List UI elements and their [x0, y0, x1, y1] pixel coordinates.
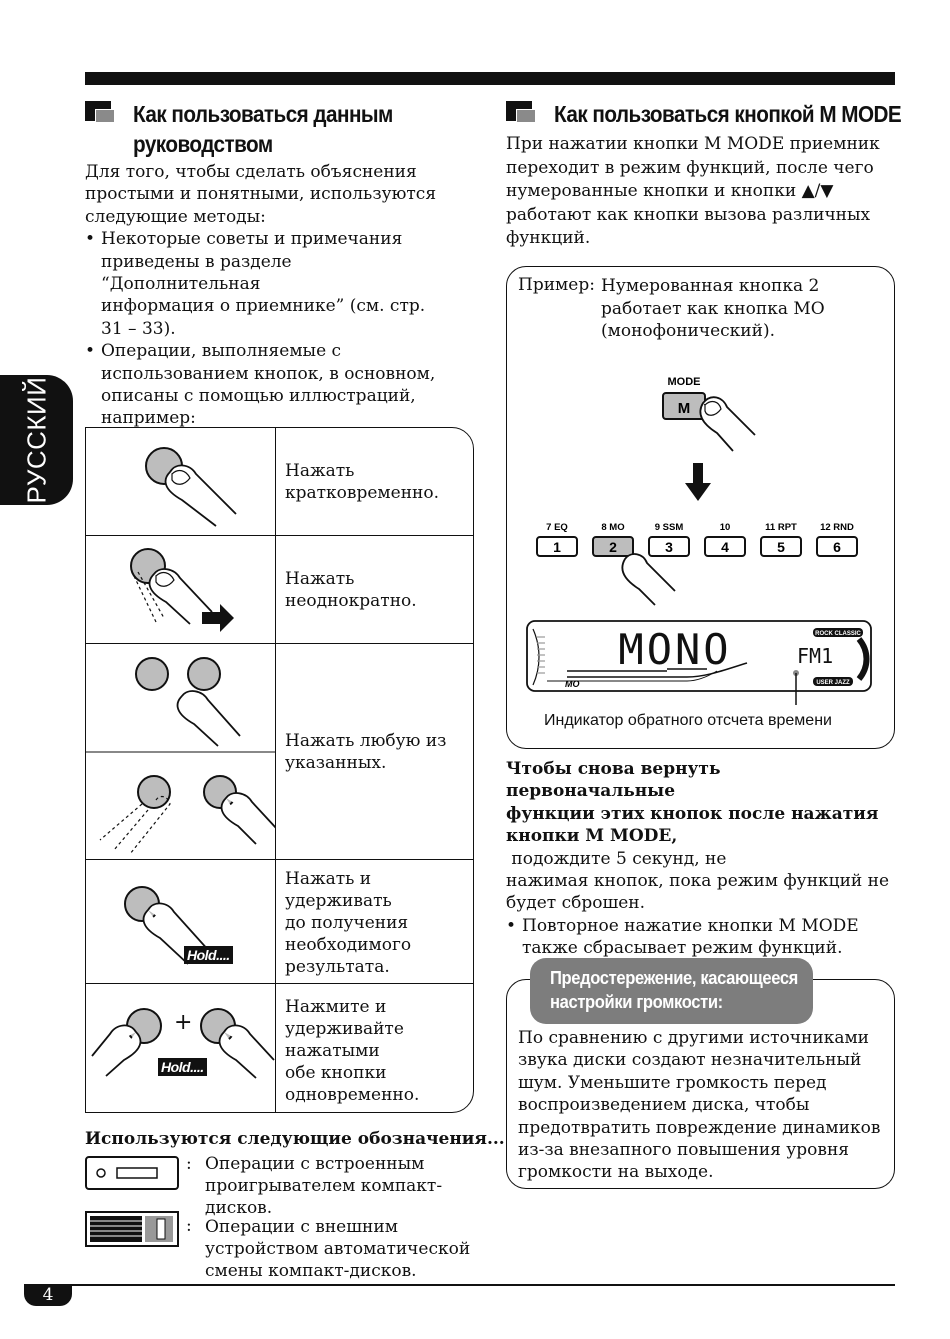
- key-number: 3: [665, 539, 673, 555]
- op-text-line: одновременно.: [285, 1085, 420, 1105]
- text-line: предотвратить повреждение динамиков: [518, 1117, 881, 1138]
- finger-icon: [622, 554, 675, 605]
- section-marker-icon: [85, 101, 115, 123]
- op-text-line: результата.: [285, 957, 390, 977]
- text-line: 31 – 33).: [101, 318, 176, 339]
- cd-changer-icon: [85, 1211, 179, 1247]
- text-line: • Некоторые советы и примечания: [101, 229, 403, 250]
- hold-label: Hold....: [184, 946, 233, 964]
- text-line: Для того, чтобы сделать объяснения: [85, 162, 417, 182]
- text-line: функции этих кнопок после нажатия: [506, 803, 879, 824]
- bottom-rule: [55, 1284, 895, 1286]
- press-any-illustration: [86, 644, 276, 859]
- m-mode-key-label: M: [677, 400, 691, 417]
- text-line: работают как кнопки вызова различных: [506, 204, 871, 225]
- text-line: следующие методы:: [85, 206, 266, 227]
- built-in-cd-icon: [85, 1156, 179, 1190]
- text-line: шум. Уменьшите громкость перед: [518, 1072, 827, 1093]
- finger-press-icon: [86, 428, 276, 536]
- right-section-title: Как пользоваться кнопкой M MODE: [554, 101, 902, 127]
- text-line: дисков.: [205, 1198, 273, 1218]
- key-number: 4: [721, 539, 729, 555]
- right-intro: [506, 133, 891, 251]
- key-number: 5: [777, 539, 785, 555]
- text-line: информация о приемнике” (см. стр.: [101, 296, 426, 317]
- table-row-press-briefly: [86, 428, 473, 536]
- caution-title-line: настройки громкости:: [550, 992, 723, 1012]
- text-line: звука диски создают незначительный: [518, 1050, 862, 1071]
- lcd-mo-indicator: MO: [565, 679, 580, 689]
- op-text-line: удерживать: [285, 891, 392, 911]
- bullet-tips: [85, 228, 455, 340]
- text-line: использованием кнопок, в основном,: [101, 363, 436, 384]
- text-line: функций.: [506, 228, 591, 248]
- key-label-11-rpt: 11 RPT: [765, 522, 797, 533]
- text-line: громкости на выходе.: [518, 1162, 714, 1183]
- left-section-title: [133, 99, 393, 159]
- plus-sign: +: [174, 1010, 193, 1035]
- text-line: нажимая кнопок, пока режим функций не: [506, 871, 890, 892]
- text-line: • Повторное нажатие кнопки M MODE: [522, 915, 859, 936]
- text-line: из-за внезапного повышения уровня: [518, 1140, 850, 1161]
- op-text-line: до получения: [285, 913, 409, 933]
- left-section-heading: [85, 99, 422, 159]
- return-note: [506, 758, 891, 960]
- mode-illustration: [507, 267, 893, 747]
- text-line: • Операции, выполняемые с: [101, 341, 342, 362]
- text-line: При нажатии кнопки M MODE приемник: [506, 134, 880, 154]
- caution-text: [518, 1027, 880, 1184]
- countdown-caption: Индикатор обратного отсчета времени: [544, 712, 832, 729]
- finger-repeat-icon: [86, 536, 276, 644]
- op-text-line: нажатыми: [285, 1041, 380, 1061]
- text-line: Операции с встроенным: [205, 1154, 425, 1174]
- lcd-eq-top: ROCK CLASSIC: [815, 631, 861, 637]
- key-label-10: 10: [719, 522, 731, 533]
- left-title-line-2: руководством: [133, 131, 273, 157]
- table-row-press-hold: [86, 860, 473, 984]
- key-label-9-ssm: 9 SSM: [654, 522, 684, 533]
- op-text-line: кратковременно.: [285, 483, 440, 503]
- op-text-line: Нажать: [285, 461, 355, 481]
- text-line: (монофонический).: [601, 321, 776, 341]
- legend-item-2: [205, 1216, 470, 1282]
- two-fingers-hold-icon: [86, 984, 276, 1113]
- hold-label: Hold....: [158, 1058, 207, 1076]
- text-line: воспроизведением диска, чтобы: [518, 1095, 810, 1116]
- table-row-press-repeatedly: [86, 536, 473, 644]
- key-number: 6: [833, 539, 841, 555]
- press-repeatedly-illustration: [86, 536, 276, 643]
- legend-item-1: [205, 1153, 442, 1219]
- text-inline: подождите 5 секунд, не: [506, 848, 727, 869]
- text-line: По сравнению с другими источниками: [518, 1028, 870, 1048]
- text-line: Операции с внешним: [205, 1217, 398, 1237]
- lcd-main-text: MONO: [618, 625, 732, 674]
- press-briefly-illustration: [86, 428, 276, 535]
- bullet-reset: [506, 915, 891, 960]
- key-number: 1: [553, 539, 561, 555]
- right-section-heading: [506, 99, 940, 129]
- section-marker-icon: [506, 101, 536, 123]
- page-number: 4: [24, 1284, 72, 1306]
- table-row-press-hold-both: [86, 984, 473, 1113]
- op-text-line: обе кнопки: [285, 1063, 387, 1083]
- op-text-line: указанных.: [285, 753, 387, 773]
- mode-label: MODE: [667, 376, 701, 388]
- finger-hold-icon: [86, 860, 276, 984]
- key-label-12-rnd: 12 RND: [820, 522, 854, 533]
- lcd-band-text: FM1: [797, 644, 834, 668]
- caution-title-line: Предостережение, касающееся: [550, 968, 798, 988]
- press-any-text: [285, 730, 446, 774]
- left-title-line-1: Как пользоваться данным: [133, 101, 393, 127]
- text-line: нумерованные кнопки и кнопки ▲/▼: [506, 181, 834, 201]
- legend-colon: :: [186, 1154, 192, 1174]
- key-label-8-mo: 8 MO: [601, 522, 625, 533]
- legend-title: Используются следующие обозначения...: [85, 1129, 505, 1149]
- text-line: переходит в режим функций, после чего: [506, 157, 874, 178]
- text-line: [506, 825, 891, 870]
- text-line: например:: [101, 408, 196, 429]
- down-arrow-icon: [685, 463, 711, 501]
- two-buttons-icon: [86, 644, 276, 860]
- text-line: будет сброшен.: [506, 893, 646, 914]
- example-label: Пример:: [518, 275, 595, 295]
- op-text-line: Нажать любую из: [285, 731, 447, 751]
- numbered-keys: [546, 522, 854, 533]
- op-text-line: Нажать и: [285, 869, 372, 889]
- key-number: 2: [609, 539, 617, 555]
- text-line: простыми и понятными, используются: [85, 184, 437, 205]
- bold-inline: кнопки M MODE,: [506, 826, 678, 847]
- op-text-line: Нажмите и: [285, 997, 387, 1017]
- op-text-line: неоднократно.: [285, 591, 417, 611]
- key-label-7-eq: 7 EQ: [546, 522, 568, 533]
- press-hold-both-illustration: [86, 984, 276, 1113]
- text-line: проигрывателем компакт-: [205, 1176, 443, 1196]
- text-line: также сбрасывает режим функций.: [522, 938, 843, 959]
- text-line: приведены в разделе “Дополнительная: [101, 251, 292, 295]
- press-hold-illustration: [86, 860, 276, 983]
- text-line: работает как кнопка MO: [601, 298, 825, 319]
- text-line: описаны с помощью иллюстраций,: [101, 386, 416, 407]
- operations-table: [85, 427, 474, 1113]
- language-tab: [0, 375, 73, 505]
- text-line: устройством автоматической: [205, 1239, 471, 1259]
- language-tab-label: РУССКИЙ: [21, 376, 52, 504]
- top-rule: [85, 72, 895, 85]
- op-text-line: удерживайте: [285, 1019, 404, 1039]
- lcd-eq-bottom: USER JAZZ: [816, 680, 850, 686]
- example-box: [506, 266, 895, 749]
- text-line: смены компакт-дисков.: [205, 1261, 417, 1281]
- text-line: Нумерованная кнопка 2: [601, 276, 820, 296]
- op-text-line: необходимого: [285, 935, 412, 955]
- text-line: Чтобы снова вернуть первоначальные: [506, 759, 721, 802]
- left-intro: [85, 161, 455, 430]
- legend-colon: :: [186, 1216, 192, 1236]
- bullet-operations: [85, 340, 455, 430]
- caution-heading: [530, 958, 813, 1024]
- op-text-line: Нажать: [285, 569, 355, 589]
